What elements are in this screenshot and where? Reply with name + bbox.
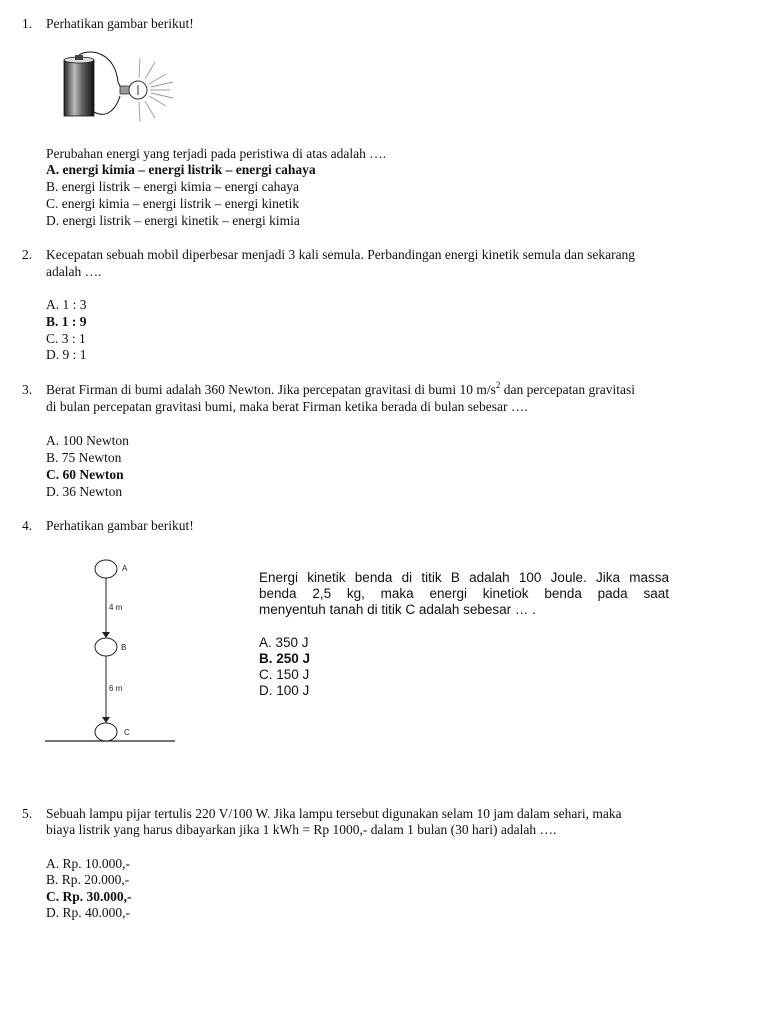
q2-option-c: C. 3 : 1 bbox=[46, 331, 86, 346]
q4-stem-line1: Energi kinetik benda di titik B adalah 100 Joule. Jika massa bbox=[259, 570, 669, 585]
label-a: A bbox=[122, 564, 128, 573]
falling-object-figure bbox=[40, 555, 180, 750]
q4-option-b: B. 250 J bbox=[259, 651, 311, 666]
label-dist-bc: 6 m bbox=[109, 684, 123, 693]
q3-stem-line1 bbox=[46, 382, 635, 398]
q1-option-a: A. energi kimia – energi listrik – energi cahaya bbox=[46, 162, 316, 177]
q3-option-d: D. 36 Newton bbox=[46, 484, 123, 499]
q1-number: 1. bbox=[22, 16, 33, 31]
q3-option-a: A. 100 Newton bbox=[46, 433, 129, 448]
q2-number: 2. bbox=[22, 247, 33, 262]
q1-stem: Perubahan energi yang terjadi pada peristiwa di atas adalah …. bbox=[46, 146, 387, 161]
q5-option-b: B. Rp. 20.000,- bbox=[46, 872, 130, 887]
q5-option-d: D. Rp. 40.000,- bbox=[46, 905, 130, 920]
q4-option-c: C. 150 J bbox=[259, 667, 310, 682]
ball-b bbox=[95, 638, 117, 656]
q4-stem-line3: menyentuh tanah di titik C adalah sebesar … . bbox=[259, 602, 536, 617]
q4-option-a: A. 350 J bbox=[259, 635, 309, 650]
ball-a bbox=[95, 560, 117, 578]
arrow-bc-icon bbox=[102, 717, 110, 723]
q4-stem-line2: benda 2,5 kg, maka energi kinetiok benda pada saat bbox=[259, 586, 669, 601]
label-dist-ab: 4 m bbox=[109, 603, 123, 612]
ball-c bbox=[95, 723, 117, 741]
lamp-icon bbox=[120, 81, 147, 99]
q3-option-b: B. 75 Newton bbox=[46, 450, 122, 465]
q3-stem-sup: 2 bbox=[495, 380, 501, 390]
label-b: B bbox=[121, 643, 127, 652]
q4-number: 4. bbox=[22, 518, 33, 533]
label-c: C bbox=[124, 728, 130, 737]
battery-icon bbox=[64, 55, 94, 116]
q5-number: 5. bbox=[22, 806, 33, 821]
q5-option-a: A. Rp. 10.000,- bbox=[46, 856, 130, 871]
q3-stem-line1-b: dan percepatan gravitasi bbox=[500, 382, 635, 397]
q3-stem-line2: di bulan percepatan gravitasi bumi, maka berat Firman ketika berada di bulan sebesar …. bbox=[46, 399, 528, 414]
q2-stem-line1: Kecepatan sebuah mobil diperbesar menjadi 3 kali semula. Perbandingan energi kinetik semula dan sekarang bbox=[46, 247, 636, 262]
q1-option-d: D. energi listrik – energi kinetik – energi kimia bbox=[46, 213, 300, 228]
q5-stem-line1: Sebuah lampu pijar tertulis 220 V/100 W. Jika lampu tersebut digunakan selam 10 jam dalam sehari, maka bbox=[46, 806, 622, 821]
q1-option-b: B. energi listrik – energi kimia – energi cahaya bbox=[46, 179, 300, 194]
arrow-ab-icon bbox=[102, 632, 110, 638]
q3-option-c: C. 60 Newton bbox=[46, 467, 124, 482]
q5-stem-line2: biaya listrik yang harus dibayarkan jika 1 kWh = Rp 1000,- dalam 1 bulan (30 hari) adalah …. bbox=[46, 822, 557, 837]
q4-option-d: D. 100 J bbox=[259, 683, 310, 698]
q1-prompt: Perhatikan gambar berikut! bbox=[46, 16, 194, 31]
q5-option-c: C. Rp. 30.000,- bbox=[46, 889, 132, 904]
q2-stem-line2: adalah …. bbox=[46, 264, 102, 279]
q3-number: 3. bbox=[22, 382, 33, 397]
q2-option-b: B. 1 : 9 bbox=[46, 314, 87, 329]
battery-lamp-figure bbox=[60, 52, 180, 122]
q4-prompt: Perhatikan gambar berikut! bbox=[46, 518, 194, 533]
q1-option-c: C. energi kimia – energi listrik – energi kinetik bbox=[46, 196, 300, 211]
q3-stem-line1-a: Berat Firman di bumi adalah 360 Newton. Jika percepatan gravitasi di bumi 10 m/s bbox=[46, 382, 496, 397]
q2-option-a: A. 1 : 3 bbox=[46, 297, 87, 312]
q2-option-d: D. 9 : 1 bbox=[46, 347, 87, 362]
